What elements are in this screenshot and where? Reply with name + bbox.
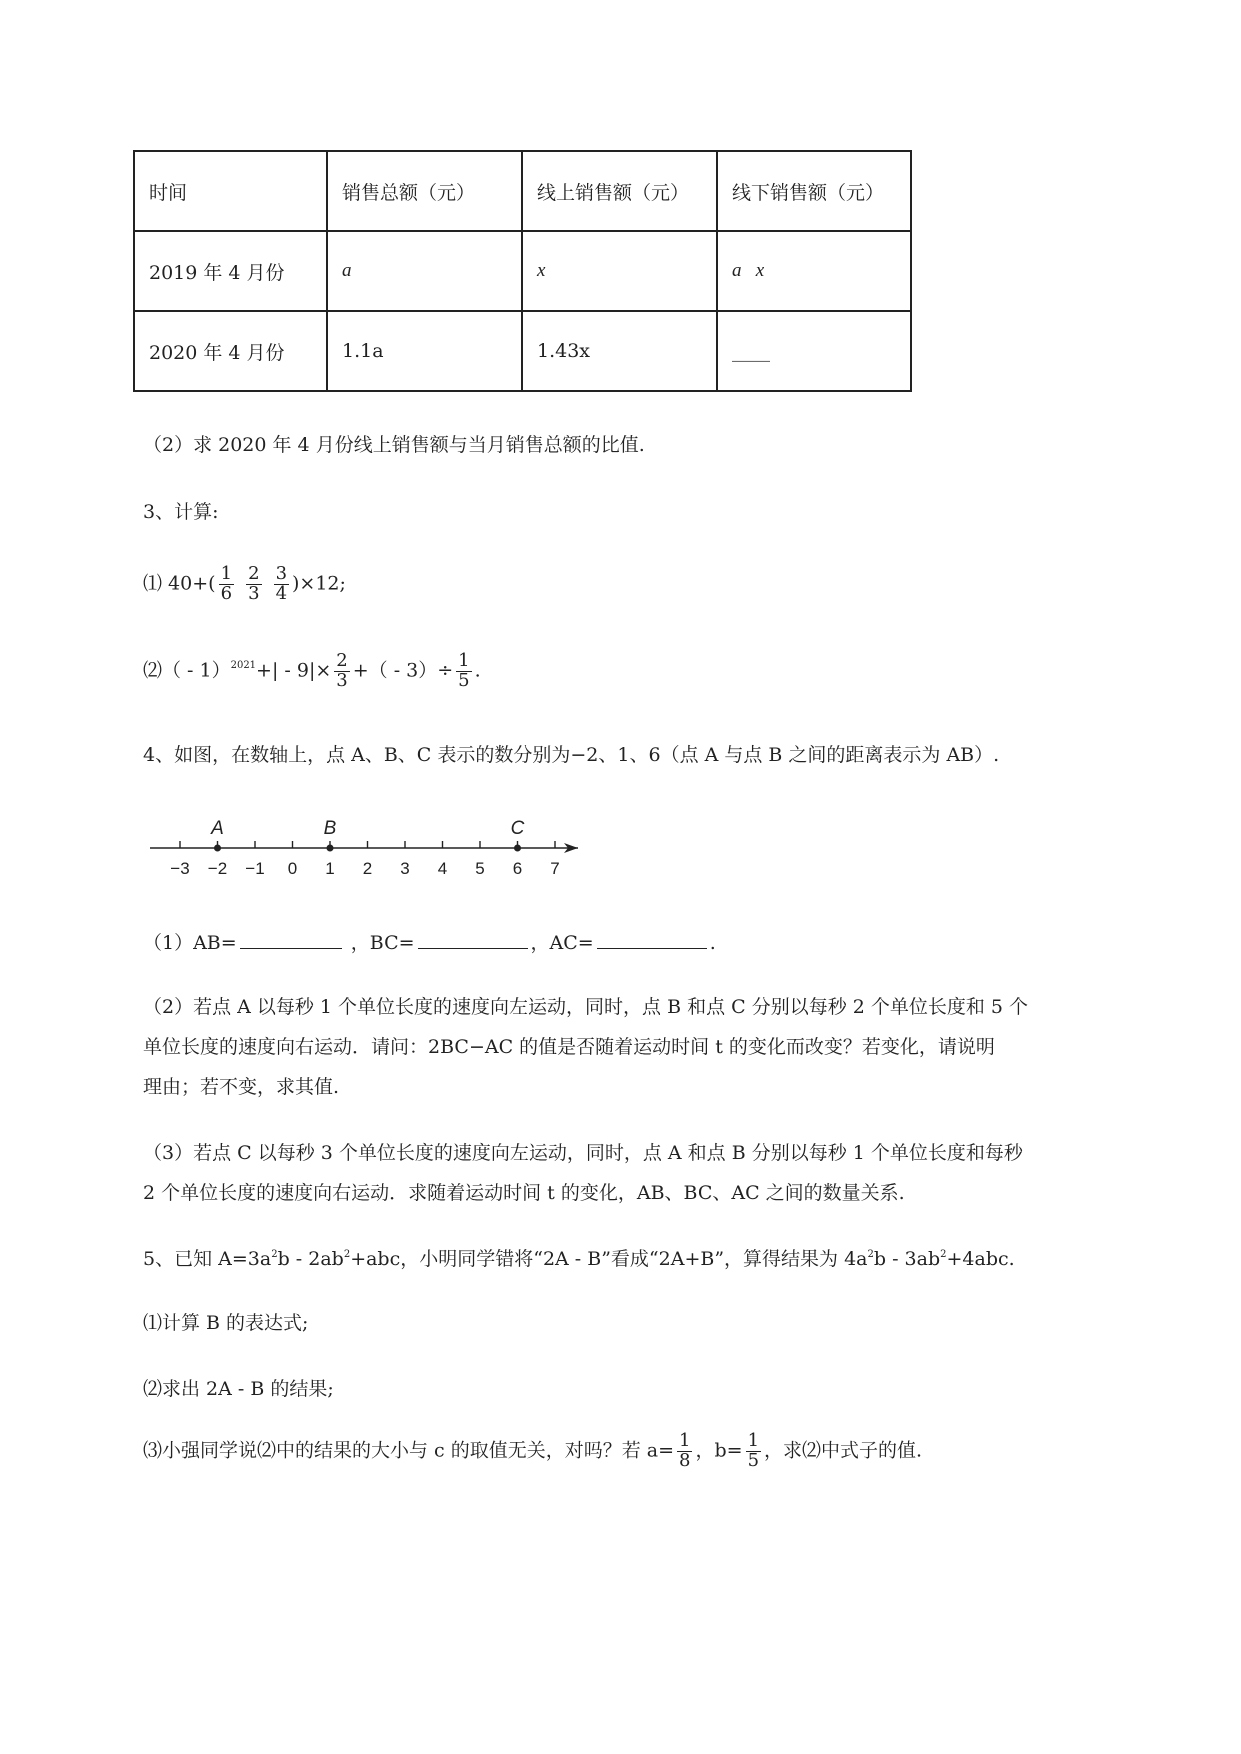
tick-label: 6 xyxy=(512,859,523,878)
numerator: 1 xyxy=(679,1430,691,1451)
exponent: 2 xyxy=(271,1249,278,1260)
denominator: 3 xyxy=(248,582,260,604)
question-3-part-1 xyxy=(143,565,346,604)
table-cell: 1.43x xyxy=(522,311,717,391)
table-cell: 1.1a xyxy=(327,311,522,391)
expr-text: ，AC= xyxy=(530,932,594,954)
table-row xyxy=(134,311,911,391)
fraction xyxy=(219,565,234,604)
tick-label: 7 xyxy=(550,859,560,878)
expr-text: （1）AB= xyxy=(143,932,237,954)
number-line-figure xyxy=(140,800,600,880)
expr-text: )×12; xyxy=(292,572,346,595)
table-header-cell: 销售总额（元） xyxy=(327,151,522,231)
expr-text: +（ - 3）÷ xyxy=(352,659,454,682)
expr-text: b - 2ab xyxy=(277,1248,344,1270)
tick-label: −3 xyxy=(170,859,190,878)
question-4-part-3-line: （3）若点 C 以每秒 3 个单位长度的速度向左运动，同时，点 A 和点 B 分别以每秒 1 个单位长度和每秒 xyxy=(143,1142,1023,1164)
denominator: 6 xyxy=(220,582,233,604)
expr-text: ，求⑵中式子的值. xyxy=(764,1439,923,1462)
question-3-part-2 xyxy=(143,652,481,691)
fraction xyxy=(746,1432,761,1471)
table-header-cell: 线上销售额（元） xyxy=(522,151,717,231)
question-3-title: 3、计算: xyxy=(143,501,219,523)
exponent: 2 xyxy=(343,1249,351,1260)
point-marker xyxy=(214,845,221,852)
point-marker xyxy=(327,845,334,852)
expr-text: . xyxy=(474,659,481,682)
table-cell: ____ xyxy=(717,311,911,391)
question-4-part-2-line: 理由；若不变，求其值. xyxy=(143,1076,340,1098)
fraction xyxy=(456,652,471,691)
expr-text: ，BC= xyxy=(350,932,415,954)
question-4-part-2-line: 单位长度的速度向右运动．请问：2BC−AC 的值是否随着运动时间 t 的变化而改变？若变化，请说明 xyxy=(143,1036,995,1058)
denominator: 5 xyxy=(747,1449,760,1471)
fraction xyxy=(677,1432,692,1471)
answer-blank xyxy=(240,929,342,949)
expr-text: ⑵（ - 1） xyxy=(143,659,231,682)
point-marker xyxy=(514,845,521,852)
tick-label: 4 xyxy=(437,859,448,878)
question-4-title: 4、如图，在数轴上，点 A、B、C 表示的数分别为−2、1、6（点 A 与点 B 之间的距离表示为 AB）. xyxy=(143,744,1000,766)
exponent: 2 xyxy=(940,1249,947,1260)
exponent: 2 xyxy=(867,1249,874,1260)
table-cell: x xyxy=(522,231,717,311)
expr-text: ⑴ 40+( xyxy=(143,572,216,595)
fraction xyxy=(274,565,289,604)
question-5-part-1: ⑴计算 B 的表达式; xyxy=(143,1312,309,1334)
table-header-cell: 线下销售额（元） xyxy=(717,151,911,231)
question-4-part-2-line: （2）若点 A 以每秒 1 个单位长度的速度向左运动，同时，点 B 和点 C 分别以每秒 2 个单位长度和 5 个 xyxy=(143,996,1029,1018)
numerator: 2 xyxy=(336,650,348,671)
denominator: 5 xyxy=(458,669,470,691)
expr-text: . xyxy=(709,932,716,954)
point-label: C xyxy=(510,818,525,839)
expr-text: b - 3ab xyxy=(873,1248,941,1270)
expr-text: +| - 9|× xyxy=(256,659,332,682)
table-row xyxy=(134,231,911,311)
expr-text: ，b= xyxy=(695,1439,743,1462)
fraction xyxy=(334,652,349,691)
table-cell: 2019 年 4 月份 xyxy=(134,231,327,311)
expr-text: +4abc. xyxy=(946,1248,1015,1270)
exponent: 2021 xyxy=(230,660,257,672)
numerator: 3 xyxy=(275,563,288,584)
tick-label: 5 xyxy=(475,859,485,878)
numerator: 1 xyxy=(747,1430,760,1451)
answer-blank xyxy=(418,929,528,949)
tick-label: 1 xyxy=(325,859,335,878)
tick-label: 2 xyxy=(362,859,373,878)
point-label: A xyxy=(211,818,224,839)
expr-text: ⑶小强同学说⑵中的结果的大小与 c 的取值无关，对吗？若 a= xyxy=(143,1439,675,1462)
table-cell: 2020 年 4 月份 xyxy=(134,311,327,391)
tick-label: 0 xyxy=(287,859,298,878)
question-5-title xyxy=(143,1244,1015,1271)
denominator: 8 xyxy=(679,1449,691,1471)
tick-label: −2 xyxy=(207,859,228,878)
answer-blank xyxy=(597,929,707,949)
question-5-part-2: ⑵求出 2A - B 的结果; xyxy=(143,1378,334,1400)
numerator: 1 xyxy=(220,563,233,584)
tick-label: −1 xyxy=(245,859,265,878)
sales-table xyxy=(133,150,912,392)
question-5-part-3 xyxy=(143,1432,922,1471)
table-header-row xyxy=(134,151,911,231)
denominator: 3 xyxy=(336,669,348,691)
expr-text: 5、已知 A=3a xyxy=(143,1248,272,1270)
table-cell: a xyxy=(327,231,522,311)
question-4-part-1 xyxy=(143,928,716,955)
numerator: 2 xyxy=(248,563,260,584)
table-cell: a x xyxy=(717,231,911,311)
denominator: 4 xyxy=(275,582,288,604)
question-4-part-3-line: 2 个单位长度的速度向右运动．求随着运动时间 t 的变化，AB、BC、AC 之间的数量关系. xyxy=(143,1182,905,1204)
fraction xyxy=(246,565,261,604)
table-header-cell: 时间 xyxy=(134,151,327,231)
tick-label: 3 xyxy=(400,859,410,878)
expr-text: +abc，小明同学错将“2A - B”看成“2A+B”，算得结果为 4a xyxy=(350,1248,868,1270)
question-2-part-2: （2）求 2020 年 4 月份线上销售额与当月销售总额的比值. xyxy=(143,434,645,456)
point-label: B xyxy=(323,818,337,839)
numerator: 1 xyxy=(458,650,470,671)
